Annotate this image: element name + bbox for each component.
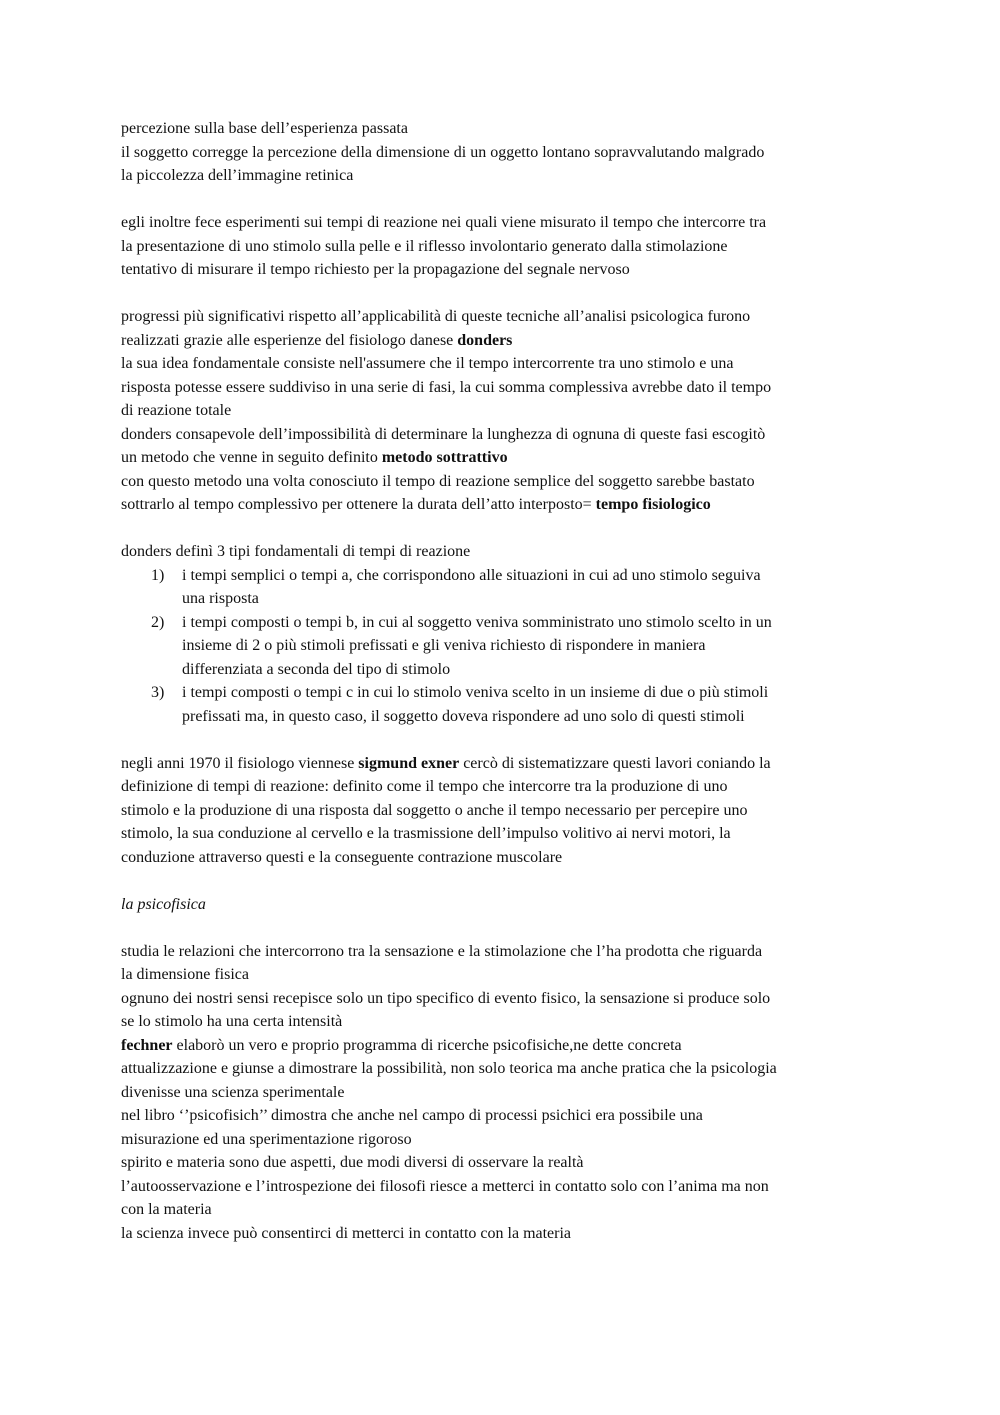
document-page [121,117,891,1245]
bold-term-donders: donders [457,331,513,349]
text-line: il soggetto corregge la percezione della dimensione di un oggetto lontano sopravvalutando malgrado [121,143,765,161]
paragraph-gap [121,282,891,306]
text-line: tentativo di misurare il tempo richiesto per la propagazione del segnale nervoso [121,261,630,278]
bold-term-tempo-fisiologico: tempo fisiologico [595,496,711,513]
text-line: conduzione attraverso questi e la conseguente contrazione muscolare [121,848,563,866]
text-line: progressi più significativi rispetto all’applicabilità di queste tecniche all’analisi psicologica furono [121,308,751,325]
text-line: nel libro ‘’psicofisich’’ dimostra che anche nel campo di processi psichici era possibile una [121,1107,703,1124]
text-line: misurazione ed una sperimentazione rigoroso [121,1130,412,1148]
text-line: la piccolezza dell’immagine retinica [121,167,354,184]
text-line: definizione di tempi di reazione: definito come il tempo che intercorre tra la produzione di uno [121,778,728,795]
list-number: 3) [151,684,165,701]
list-item [121,564,891,611]
heading-text: la psicofisica [121,895,206,913]
paragraph-gap [121,728,891,752]
text-line: donders definì 3 tipi fondamentali di tempi di reazione [121,543,471,560]
text-line: prefissati ma, in questo caso, il soggetto doveva rispondere ad uno solo di questi stimoli [182,707,745,725]
text-run: elaborò un vero e proprio programma di ricerche psicofisiche,ne dette concreta [172,1036,682,1054]
text-line: spirito e materia sono due aspetti, due modi diversi di osservare la realtà [121,1154,584,1171]
text-line: i tempi composti o tempi b, in cui al soggetto veniva somministrato uno stimolo scelto in un [182,613,772,631]
text-line: insieme di 2 o più stimoli prefissati e gli veniva richiesto di rispondere in maniera [182,637,706,654]
text-run: negli anni 1970 il fisiologo viennese [121,754,359,772]
text-line: la scienza invece può consentirci di metterci in contatto con la materia [121,1224,572,1242]
paragraph-gap [121,188,891,212]
text-line: con questo metodo una volta conosciuto il tempo di reazione semplice del soggetto sarebbe bastato [121,472,755,490]
text-line: la presentazione di uno stimolo sulla pelle e il riflesso involontario generato dalla stimolazione [121,237,728,255]
bold-term-sigmund-exner: sigmund exner [358,754,460,772]
text-line: divenisse una scienza sperimentale [121,1083,345,1101]
text-line: studia le relazioni che intercorrono tra la sensazione e la stimolazione che l’ha prodotta che riguarda [121,942,763,960]
text-run: cercò di sistematizzare questi lavori coniando la [459,754,771,772]
list-number: 1) [151,566,165,584]
text-line: donders consapevole dell’impossibilità di determinare la lunghezza di ognuna di queste fasi escogitò [121,425,766,443]
text-line: i tempi semplici o tempi a, che corrispondono alle situazioni in cui ad uno stimolo seguiva [182,566,761,584]
text-run: realizzati grazie alle esperienze del fisiologo danese [121,331,458,349]
bold-term-fechner: fechner [121,1036,173,1054]
text-line [121,496,711,513]
text-line: egli inoltre fece esperimenti sui tempi di reazione nei quali viene misurato il tempo che intercorre tra [121,214,767,231]
paragraph-reaction-experiments [121,211,891,282]
paragraph-reaction-types-intro [121,540,891,564]
text-run: sottrarlo al tempo complessivo per ottenere la durata dell’atto interposto= [121,496,596,513]
paragraph-donders [121,305,891,517]
text-line [121,332,512,349]
text-line: stimolo e la produzione di una risposta dal soggetto o anche il tempo necessario per percepire uno [121,801,748,819]
text-line: stimolo, la sua conduzione al cervello e la trasmissione dell’impulso volitivo ai nervi motori, la [121,825,731,842]
paragraph-gap [121,869,891,893]
text-line: la sua idea fondamentale consiste nell'assumere che il tempo intercorrente tra uno stimolo e una [121,355,734,372]
list-item [121,611,891,682]
paragraph-gap [121,517,891,541]
paragraph-psicofisica [121,940,891,1246]
text-line: percezione sulla base dell’esperienza passata [121,120,408,137]
paragraph-perception [121,117,891,188]
text-line: attualizzazione e giunse a dimostrare la possibilità, non solo teorica ma anche pratica che la psicologia [121,1060,777,1077]
text-line: i tempi composti o tempi c in cui lo stimolo veniva scelto in un insieme di due o più stimoli [182,684,769,701]
text-run: un metodo che venne in seguito definito [121,449,382,466]
text-line: di reazione totale [121,402,232,419]
text-line: la dimensione fisica [121,966,249,983]
text-line [121,449,508,466]
text-line: ognuno dei nostri sensi recepisce solo un tipo specifico di evento fisico, la sensazione si produce solo [121,989,771,1007]
text-line: una risposta [182,590,259,607]
text-line [121,1037,682,1054]
text-line: l’autoosservazione e l’introspezione dei filosofi riesce a metterci in contatto solo con l’anima ma non [121,1177,769,1195]
text-line: risposta potesse essere suddiviso in una serie di fasi, la cui somma complessiva avrebbe dato il tempo [121,378,772,396]
paragraph-exner [121,752,891,870]
paragraph-gap [121,916,891,940]
section-heading-psicofisica [121,893,891,917]
list-number: 2) [151,613,165,631]
text-line: se lo stimolo ha una certa intensità [121,1013,343,1030]
reaction-types-list [121,564,891,729]
text-line [121,755,771,772]
list-item [121,681,891,728]
text-line: con la materia [121,1201,212,1218]
text-line: differenziata a seconda del tipo di stimolo [182,660,451,678]
bold-term-metodo-sottrattivo: metodo sottrattivo [381,449,508,466]
